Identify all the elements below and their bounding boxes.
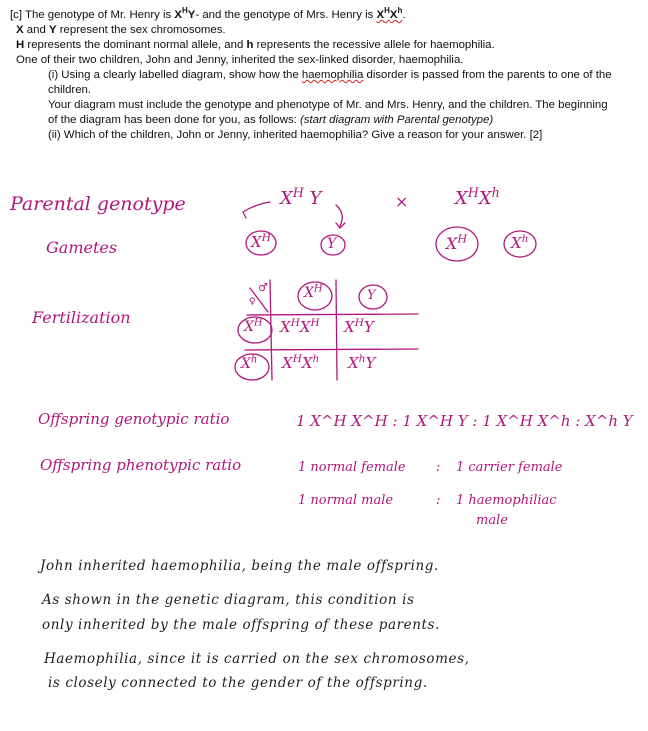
gamete-3: $X^H$	[446, 232, 468, 253]
phenotype-normal-male: 1 normal male	[298, 493, 394, 508]
punnett-vline-2	[336, 280, 337, 380]
punnett-row-1: $X^H$	[244, 317, 263, 335]
phenotype-haemophiliac-male: male	[476, 513, 508, 528]
answer-line-4: Haemophilia, since it is carried on the sex chromosomes,	[44, 651, 470, 667]
mother-genotype: $X^HX^h$	[455, 185, 500, 209]
curved-arrow-right	[336, 205, 342, 226]
question-line-2: X and Y represent the sex chromosomes.	[16, 24, 226, 36]
curved-arrow-left	[243, 202, 270, 212]
answer-line-1: John inherited haemophilia, being the male offspring.	[40, 558, 439, 574]
phenotype-normal-female: 1 normal female	[298, 460, 406, 475]
female-symbol: ♀	[249, 297, 256, 307]
phenotype-carrier-female: 1 carrier female	[456, 460, 563, 475]
punnett-cell-2-2: $X^hY$	[348, 353, 376, 372]
question-part-i-cont: children.	[48, 84, 92, 96]
punnett-cell-2-1: $X^HX^h$	[282, 353, 320, 372]
gamete-1: $X^H$	[251, 232, 271, 251]
cross-symbol: ×	[395, 192, 409, 211]
answer-line-5: is closely connected to the gender of the offspring.	[48, 675, 428, 691]
punnett-row-2: $X^h$	[241, 354, 258, 372]
male-symbol: ♂	[258, 281, 268, 294]
genotypic-ratio-label: Offspring genotypic ratio	[38, 410, 230, 428]
phenotypic-ratio-label: Offspring phenotypic ratio	[40, 456, 242, 474]
gamete-4: $X^h$	[511, 233, 529, 252]
question-part-ii: (ii) Which of the children, John or Jenny, inherited haemophilia? Give a reason for your answer. [2]	[48, 129, 543, 141]
gametes-label: Gametes	[46, 238, 118, 257]
answer-line-3: only inherited by the male offspring of these parents.	[42, 617, 440, 633]
punnett-col-2: Y	[367, 288, 376, 303]
phenotype-haemophiliac: 1 haemophiliac	[456, 493, 557, 508]
punnett-col-1: $X^H$	[304, 283, 323, 301]
parental-genotype-label: Parental genotype	[10, 193, 186, 215]
gamete-2: Y	[327, 236, 337, 252]
fertilization-label: Fertilization	[32, 308, 131, 327]
punnett-cell-1-2: $X^HY$	[344, 317, 374, 336]
question-line-4: One of their two children, John and Jenny, inherited the sex-linked disorder, haemophilia.	[16, 54, 464, 66]
phenotype-separator-1: :	[436, 460, 441, 475]
punnett-cell-1-1: $X^HX^H$	[280, 317, 320, 336]
answer-line-2: As shown in the genetic diagram, this condition is	[42, 592, 415, 608]
question-line-1: [c] The genotype of Mr. Henry is $X^HY-$ and the genotype of Mrs. Henry is $X^HX^h$.	[10, 6, 406, 21]
genotypic-ratio-text: 1 X^H X^H : 1 X^H Y : 1 X^H X^h : X^h Y	[296, 412, 633, 430]
question-part-i-instructions: Your diagram must include the genotype and phenotype of Mr. and Mrs. Henry, and the children. The beginning	[48, 99, 608, 111]
phenotype-separator-2: :	[436, 493, 441, 508]
question-part-i-start: of the diagram has been done for you, as follows: (start diagram with Parental genotype)	[48, 114, 494, 126]
punnett-hline-1	[247, 314, 418, 315]
question-part-i: (i) Using a clearly labelled diagram, show how the haemophilia disorder is passed from the parents to one of the	[48, 69, 612, 81]
father-genotype: $X^H$ Y	[280, 185, 322, 209]
question-line-3: H represents the dominant normal allele, and h represents the recessive allele for haemophilia.	[16, 39, 495, 51]
